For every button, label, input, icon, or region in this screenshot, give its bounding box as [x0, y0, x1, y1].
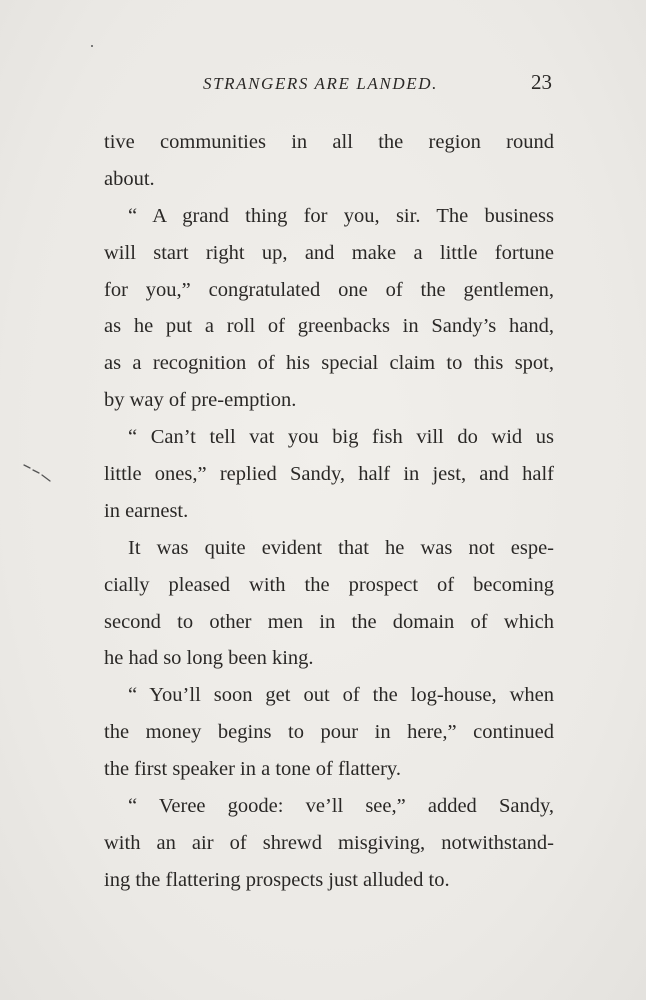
body-text: [104, 128, 554, 903]
text-line: he had so long been king.: [104, 647, 314, 670]
text-line: “ Can’t tell vat you big fish vill do wid us: [128, 426, 554, 449]
text-line: about.: [104, 167, 155, 190]
text-line: for you,” congratulated one of the gentlemen,: [104, 278, 554, 301]
text-line: tive communities in all the region round: [104, 131, 554, 153]
text-line: by way of pre-emption.: [104, 389, 297, 412]
text-line: “ Veree goode: ve’ll see,” added Sandy,: [128, 795, 554, 818]
text-line: “ You’ll soon get out of the log-house, when: [128, 684, 554, 707]
text-line: in earnest.: [104, 499, 189, 522]
ink-dot-mark: [91, 45, 93, 47]
pencil-margin-mark: [22, 462, 56, 484]
page-number: 23: [531, 70, 552, 94]
text-line: the money begins to pour in here,” continued: [104, 721, 554, 744]
text-line: the first speaker in a tone of flattery.: [104, 758, 401, 781]
running-head: STRANGERS ARE LANDED.: [203, 74, 438, 93]
text-line: It was quite evident that he was not espe-: [128, 536, 554, 559]
text-line: “ A grand thing for you, sir. The business: [128, 204, 554, 227]
text-line: with an air of shrewd misgiving, notwithstand-: [104, 831, 554, 854]
text-line: will start right up, and make a little fortune: [104, 241, 554, 264]
text-line: ing the flattering prospects just alluded to.: [104, 868, 450, 891]
text-line: as a recognition of his special claim to this spot,: [104, 352, 554, 375]
text-line: cially pleased with the prospect of becoming: [104, 573, 554, 596]
text-line: little ones,” replied Sandy, half in jest, and half: [104, 463, 554, 486]
text-line: as he put a roll of greenbacks in Sandy’s hand,: [104, 315, 554, 338]
text-line: second to other men in the domain of which: [104, 610, 554, 633]
